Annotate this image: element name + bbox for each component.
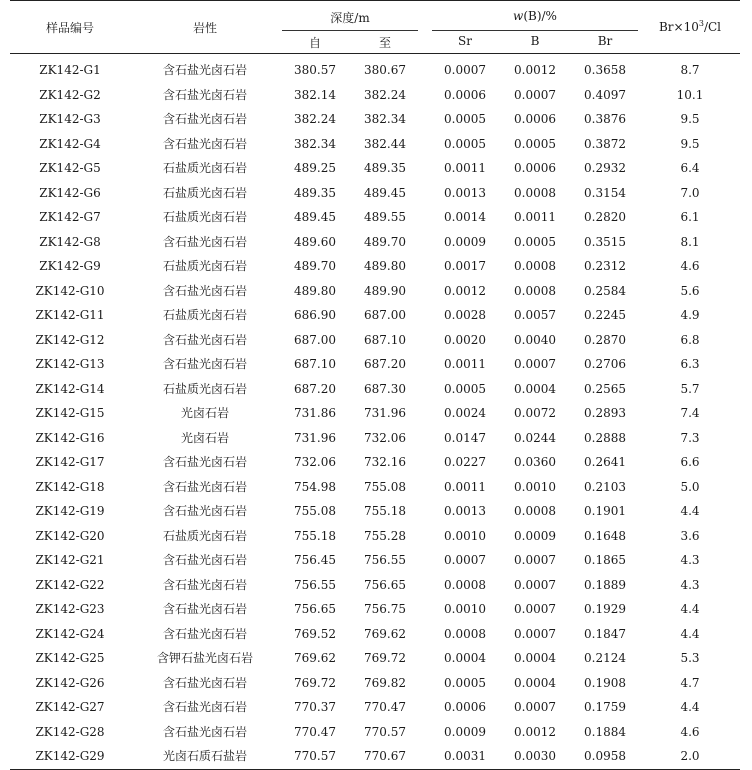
cell-depth-from: 770.57 (294, 749, 336, 763)
table-bottom-rule (10, 769, 740, 770)
cell-b: 0.0012 (514, 63, 556, 77)
cell-depth-to: 755.08 (364, 479, 406, 494)
table-row (10, 622, 740, 647)
cell-depth-to: 382.24 (364, 87, 406, 102)
table-row (10, 450, 740, 475)
cell-sample-id: ZK142-G20 (35, 528, 105, 543)
cell-ratio: 3.6 (680, 528, 700, 543)
cell-rock: 含石盐光卤石岩 (162, 357, 247, 371)
cell-ratio: 8.1 (680, 234, 700, 249)
cell-sample-id: ZK142-G5 (39, 161, 101, 175)
cell-b: 0.0006 (514, 112, 556, 126)
table-row (10, 401, 740, 426)
cell-sr: 0.0011 (444, 161, 486, 175)
cell-sr: 0.0006 (444, 700, 486, 714)
cell-depth-to: 770.47 (364, 700, 406, 714)
cell-sr: 0.0008 (444, 626, 486, 641)
cell-rock: 含石盐光卤石岩 (162, 602, 247, 616)
table-row (10, 254, 740, 279)
header-ratio-suffix: /Cl (703, 20, 722, 34)
table-row (10, 230, 740, 255)
cell-b: 0.0004 (514, 675, 556, 690)
cell-sr: 0.0227 (444, 455, 486, 469)
cell-sr: 0.0014 (444, 210, 486, 224)
cell-depth-from: 756.55 (294, 577, 336, 592)
cell-depth-from: 687.20 (294, 381, 336, 396)
cell-sr: 0.0011 (444, 479, 486, 494)
table-row (10, 744, 740, 769)
cell-sample-id: ZK142-G4 (39, 136, 101, 151)
cell-ratio: 9.5 (680, 112, 700, 126)
cell-br: 0.1929 (584, 602, 626, 616)
cell-depth-to: 769.82 (364, 675, 406, 690)
cell-sr: 0.0012 (444, 283, 486, 298)
table-row (10, 303, 740, 328)
cell-br: 0.2641 (584, 455, 626, 469)
cell-ratio: 4.4 (680, 504, 700, 518)
cell-sr: 0.0010 (444, 528, 486, 543)
header-sr: Sr (458, 34, 472, 48)
cell-sample-id: ZK142-G28 (35, 724, 105, 739)
cell-b: 0.0244 (514, 430, 556, 445)
cell-b: 0.0072 (514, 406, 556, 420)
cell-br: 0.1889 (584, 577, 626, 592)
cell-ratio: 4.3 (680, 577, 700, 592)
cell-depth-to: 687.00 (364, 308, 406, 322)
cell-rock: 含石盐光卤石岩 (162, 724, 247, 739)
cell-depth-from: 489.70 (294, 259, 336, 273)
table-row (10, 524, 740, 549)
cell-rock: 含石盐光卤石岩 (162, 626, 247, 641)
cell-sr: 0.0147 (444, 430, 486, 445)
table-row (10, 181, 740, 206)
cell-br: 0.3154 (584, 185, 626, 200)
cell-depth-to: 489.90 (364, 283, 406, 298)
cell-ratio: 7.3 (680, 430, 700, 445)
cell-ratio: 9.5 (680, 136, 700, 151)
cell-depth-to: 769.72 (364, 651, 406, 665)
cell-depth-to: 489.70 (364, 234, 406, 249)
cell-rock: 石盐质光卤石岩 (162, 308, 247, 322)
cell-rock: 光卤石岩 (180, 430, 229, 445)
cell-depth-to: 380.67 (364, 63, 406, 77)
cell-rock: 光卤石质石盐岩 (162, 749, 247, 763)
cell-sr: 0.0013 (444, 504, 486, 518)
cell-br: 0.1908 (584, 675, 626, 690)
cell-ratio: 6.1 (680, 210, 700, 224)
cell-sr: 0.0010 (444, 602, 486, 616)
cell-sample-id: ZK142-G21 (35, 553, 105, 567)
cell-br: 0.2888 (584, 430, 626, 445)
cell-sr: 0.0011 (444, 357, 486, 371)
cell-depth-from: 489.35 (294, 185, 336, 200)
cell-b: 0.0040 (514, 332, 556, 347)
cell-sr: 0.0024 (444, 406, 486, 420)
cell-depth-to: 770.67 (364, 749, 406, 763)
cell-depth-from: 769.72 (294, 675, 336, 690)
cell-depth-from: 754.98 (294, 479, 336, 494)
cell-rock: 含石盐光卤石岩 (162, 504, 247, 518)
cell-ratio: 5.0 (680, 479, 700, 494)
cell-depth-from: 755.08 (294, 504, 336, 518)
cell-br: 0.3515 (584, 234, 626, 249)
cell-rock: 含石盐光卤石岩 (162, 87, 247, 102)
header-br: Br (597, 34, 613, 48)
cell-ratio: 6.6 (680, 455, 700, 469)
cell-depth-from: 489.60 (294, 234, 336, 249)
cell-rock: 含石盐光卤石岩 (162, 455, 247, 469)
cell-sr: 0.0004 (444, 651, 486, 665)
cell-ratio: 4.4 (680, 626, 700, 641)
cell-sample-id: ZK142-G27 (35, 700, 105, 714)
cell-depth-to: 769.62 (364, 626, 406, 641)
cell-br: 0.2584 (584, 283, 626, 298)
cell-sr: 0.0009 (444, 724, 486, 739)
cell-b: 0.0007 (514, 626, 556, 641)
cell-b: 0.0007 (514, 700, 556, 714)
cell-sample-id: ZK142-G1 (39, 63, 101, 77)
cell-b: 0.0007 (514, 602, 556, 616)
cell-rock: 石盐质光卤石岩 (162, 161, 247, 175)
cell-depth-from: 769.62 (294, 651, 336, 665)
cell-b: 0.0009 (514, 528, 556, 543)
header-depth-group: 深度/m (330, 11, 370, 25)
cell-br: 0.1865 (584, 553, 626, 567)
cell-depth-to: 382.34 (364, 112, 406, 126)
depth-underline (282, 30, 418, 31)
cell-depth-from: 687.00 (294, 332, 336, 347)
cell-br: 0.1847 (584, 626, 626, 641)
cell-br: 0.3658 (584, 63, 626, 77)
cell-depth-from: 489.45 (294, 210, 336, 224)
cell-rock: 石盐质光卤石岩 (162, 185, 247, 200)
cell-depth-to: 732.16 (364, 455, 406, 469)
header-rock: 岩性 (192, 21, 217, 35)
header-depth-to: 至 (378, 36, 391, 50)
cell-ratio: 8.7 (680, 63, 700, 77)
cell-br: 0.1648 (584, 528, 626, 543)
cell-b: 0.0008 (514, 185, 556, 200)
table-row (10, 132, 740, 157)
cell-sample-id: ZK142-G10 (35, 283, 105, 298)
cell-depth-from: 687.10 (294, 357, 336, 371)
cell-sr: 0.0007 (444, 63, 486, 77)
cell-depth-to: 755.18 (364, 504, 406, 518)
cell-sample-id: ZK142-G19 (35, 504, 105, 518)
cell-b: 0.0008 (514, 283, 556, 298)
cell-ratio: 5.3 (680, 651, 700, 665)
cell-depth-from: 769.52 (294, 626, 336, 641)
table-header (10, 0, 740, 54)
cell-sample-id: ZK142-G25 (35, 651, 105, 665)
cell-depth-from: 489.25 (294, 161, 336, 175)
cell-b: 0.0004 (514, 651, 556, 665)
cell-sample-id: ZK142-G6 (39, 185, 101, 200)
cell-depth-to: 687.10 (364, 332, 406, 347)
cell-rock: 石盐质光卤石岩 (162, 381, 247, 396)
table-row (10, 328, 740, 353)
cell-depth-from: 382.24 (294, 112, 336, 126)
cell-b: 0.0030 (514, 749, 556, 763)
cell-br: 0.2124 (584, 651, 626, 665)
cell-b: 0.0011 (514, 210, 556, 224)
cell-ratio: 5.7 (680, 381, 700, 396)
cell-ratio: 6.8 (680, 332, 700, 347)
cell-b: 0.0008 (514, 504, 556, 518)
table-row (10, 475, 740, 500)
table-row (10, 83, 740, 108)
cell-depth-from: 770.47 (294, 724, 336, 739)
cell-sample-id: ZK142-G18 (35, 479, 105, 494)
cell-sample-id: ZK142-G22 (35, 577, 105, 592)
cell-depth-from: 732.06 (294, 455, 336, 469)
cell-sample-id: ZK142-G7 (39, 210, 101, 224)
cell-b: 0.0005 (514, 234, 556, 249)
cell-rock: 含石盐光卤石岩 (162, 332, 247, 347)
cell-rock: 含石盐光卤石岩 (162, 700, 247, 714)
table-row (10, 499, 740, 524)
cell-depth-to: 732.06 (364, 430, 406, 445)
table-row (10, 107, 740, 132)
cell-b: 0.0057 (514, 308, 556, 322)
cell-br: 0.1884 (584, 724, 626, 739)
cell-depth-to: 382.44 (364, 136, 406, 151)
cell-depth-to: 687.30 (364, 381, 406, 396)
cell-rock: 含石盐光卤石岩 (162, 577, 247, 592)
cell-b: 0.0005 (514, 136, 556, 151)
cell-sr: 0.0005 (444, 112, 486, 126)
cell-b: 0.0360 (514, 455, 556, 469)
cell-sample-id: ZK142-G17 (35, 455, 105, 469)
cell-sample-id: ZK142-G15 (35, 406, 105, 420)
header-b: B (530, 34, 540, 48)
cell-b: 0.0012 (514, 724, 556, 739)
cell-depth-from: 731.96 (294, 430, 336, 445)
geochemistry-table (10, 0, 740, 770)
table-row (10, 646, 740, 671)
cell-br: 0.2565 (584, 381, 626, 396)
cell-sr: 0.0013 (444, 185, 486, 200)
cell-depth-to: 756.55 (364, 553, 406, 567)
cell-br: 0.2245 (584, 308, 626, 322)
cell-b: 0.0007 (514, 577, 556, 592)
cell-depth-from: 756.45 (294, 553, 336, 567)
cell-sr: 0.0005 (444, 136, 486, 151)
cell-depth-to: 770.57 (364, 724, 406, 739)
cell-b: 0.0004 (514, 381, 556, 396)
cell-br: 0.2893 (584, 406, 626, 420)
table-row (10, 573, 740, 598)
cell-sample-id: ZK142-G8 (39, 234, 101, 249)
table-row (10, 58, 740, 83)
cell-depth-from: 686.90 (294, 308, 336, 322)
cell-sample-id: ZK142-G26 (35, 675, 105, 690)
cell-rock: 光卤石岩 (180, 406, 229, 420)
cell-b: 0.0007 (514, 553, 556, 567)
cell-rock: 含石盐光卤石岩 (162, 136, 247, 151)
cell-depth-from: 755.18 (294, 528, 336, 543)
table-body (10, 54, 740, 769)
cell-ratio: 4.6 (680, 259, 700, 273)
cell-b: 0.0008 (514, 259, 556, 273)
table-row (10, 548, 740, 573)
cell-ratio: 4.4 (680, 700, 700, 714)
table-row (10, 377, 740, 402)
cell-ratio: 2.0 (680, 749, 700, 763)
cell-rock: 石盐质光卤石岩 (162, 528, 247, 543)
cell-depth-to: 756.75 (364, 602, 406, 616)
cell-sample-id: ZK142-G9 (39, 259, 101, 273)
cell-br: 0.2312 (584, 259, 626, 273)
table-row (10, 156, 740, 181)
cell-rock: 石盐质光卤石岩 (162, 259, 247, 273)
cell-depth-to: 756.65 (364, 577, 406, 592)
w-underline (432, 30, 638, 31)
cell-rock: 含石盐光卤石岩 (162, 112, 247, 126)
header-sample-id: 样品编号 (45, 21, 94, 35)
cell-sr: 0.0017 (444, 259, 486, 273)
cell-sample-id: ZK142-G11 (35, 308, 105, 322)
cell-depth-to: 687.20 (364, 357, 406, 371)
cell-rock: 含石盐光卤石岩 (162, 479, 247, 494)
table-row (10, 352, 740, 377)
cell-rock: 含钾石盐光卤石岩 (156, 651, 253, 665)
cell-br: 0.3872 (584, 136, 626, 151)
cell-depth-from: 489.80 (294, 283, 336, 298)
cell-sr: 0.0005 (444, 675, 486, 690)
cell-ratio: 4.6 (680, 724, 700, 739)
table-row (10, 597, 740, 622)
cell-rock: 含石盐光卤石岩 (162, 283, 247, 298)
cell-depth-to: 731.96 (364, 406, 406, 420)
cell-sample-id: ZK142-G12 (35, 332, 105, 347)
cell-b: 0.0007 (514, 357, 556, 371)
cell-sample-id: ZK142-G24 (35, 626, 105, 641)
cell-br: 0.2870 (584, 332, 626, 347)
cell-depth-to: 755.28 (364, 528, 406, 543)
cell-depth-to: 489.35 (364, 161, 406, 175)
cell-sample-id: ZK142-G2 (39, 87, 101, 102)
cell-sr: 0.0008 (444, 577, 486, 592)
cell-ratio: 4.7 (680, 675, 700, 690)
cell-br: 0.2932 (584, 161, 626, 175)
table-row (10, 205, 740, 230)
cell-depth-from: 382.34 (294, 136, 336, 151)
cell-br: 0.2706 (584, 357, 626, 371)
cell-ratio: 4.3 (680, 553, 700, 567)
cell-depth-to: 489.55 (364, 210, 406, 224)
cell-sr: 0.0009 (444, 234, 486, 249)
table-row (10, 426, 740, 451)
cell-depth-from: 770.37 (294, 700, 336, 714)
table-row (10, 279, 740, 304)
cell-br: 0.1759 (584, 700, 626, 714)
cell-b: 0.0010 (514, 479, 556, 494)
cell-depth-from: 731.86 (294, 406, 336, 420)
cell-sr: 0.0007 (444, 553, 486, 567)
cell-rock: 含石盐光卤石岩 (162, 234, 247, 249)
cell-depth-from: 756.65 (294, 602, 336, 616)
cell-b: 0.0007 (514, 87, 556, 102)
cell-br: 0.4097 (584, 87, 626, 102)
cell-ratio: 5.6 (680, 283, 700, 298)
cell-ratio: 6.3 (680, 357, 700, 371)
cell-br: 0.2103 (584, 479, 626, 494)
cell-sample-id: ZK142-G29 (35, 749, 105, 763)
cell-br: 0.3876 (584, 112, 626, 126)
cell-sr: 0.0005 (444, 381, 486, 396)
cell-ratio: 7.0 (680, 185, 700, 200)
table-row (10, 671, 740, 696)
cell-br: 0.1901 (584, 504, 626, 518)
cell-ratio: 4.9 (680, 308, 700, 322)
header-ratio (640, 19, 740, 34)
header-ratio-exp: 3 (698, 19, 704, 28)
cell-depth-from: 382.14 (294, 87, 336, 102)
cell-sample-id: ZK142-G23 (35, 602, 105, 616)
header-w-prefix: w (513, 9, 524, 23)
cell-rock: 含石盐光卤石岩 (162, 675, 247, 690)
cell-b: 0.0006 (514, 161, 556, 175)
cell-rock: 含石盐光卤石岩 (162, 553, 247, 567)
cell-sr: 0.0006 (444, 87, 486, 102)
cell-depth-from: 380.57 (294, 63, 336, 77)
cell-depth-to: 489.45 (364, 185, 406, 200)
cell-sr: 0.0020 (444, 332, 486, 347)
cell-sr: 0.0031 (444, 749, 486, 763)
header-w-suffix: (B)/% (523, 9, 557, 23)
cell-sample-id: ZK142-G14 (35, 381, 105, 396)
cell-ratio: 10.1 (676, 87, 704, 102)
table-row (10, 720, 740, 745)
cell-ratio: 4.4 (680, 602, 700, 616)
header-ratio-prefix: Br×10 (658, 20, 699, 34)
cell-rock: 含石盐光卤石岩 (162, 63, 247, 77)
cell-sample-id: ZK142-G3 (39, 112, 101, 126)
cell-br: 0.0958 (584, 749, 626, 763)
cell-br: 0.2820 (584, 210, 626, 224)
cell-sample-id: ZK142-G13 (35, 357, 105, 371)
table-row (10, 695, 740, 720)
cell-sr: 0.0028 (444, 308, 486, 322)
cell-depth-to: 489.80 (364, 259, 406, 273)
header-depth-from: 自 (308, 36, 321, 50)
cell-ratio: 7.4 (680, 406, 700, 420)
cell-ratio: 6.4 (680, 161, 700, 175)
cell-rock: 石盐质光卤石岩 (162, 210, 247, 224)
cell-sample-id: ZK142-G16 (35, 430, 105, 445)
header-w-group (430, 9, 640, 23)
